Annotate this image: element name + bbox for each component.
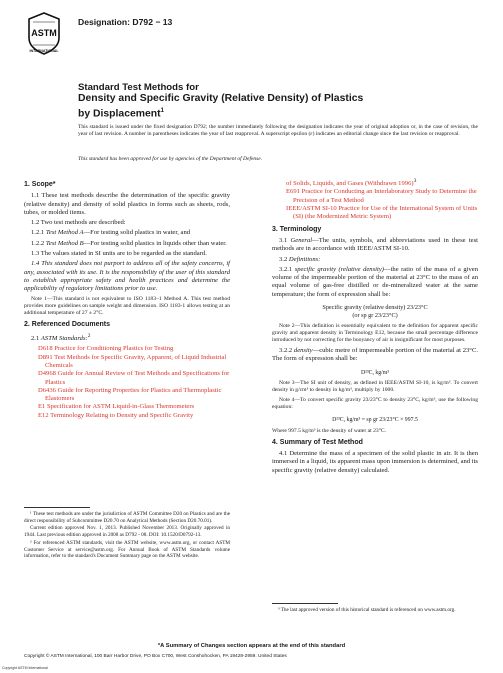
equation-conversion: D²³C, kg/m³ = sp gr 23/23°C × 997.5 — [332, 417, 418, 424]
reference-item[interactable] — [31, 345, 230, 353]
reference-code-link[interactable]: E691 — [286, 188, 300, 196]
reference-title: Guide for Annual Review of Test Methods and Specifications for Plastics — [45, 370, 230, 386]
reference-title: Test Methods for Specific Gravity, Apparent, of Liquid Industrial Chemicals — [45, 353, 227, 369]
footnote-3: ³ The last approved version of this historical standard is referenced on www.astm.org. — [278, 607, 456, 613]
equation-where: Where 997.5 kg/m³ is the density of water at 23°C. — [272, 427, 387, 434]
para-3-2-2: 3.2.2 density—cubic metre of impermeable portion of the material at 23°C. The form of expression shall be: — [272, 347, 478, 363]
section-referenced-heading: 2. Referenced Documents — [24, 320, 110, 328]
equation-specific-gravity: Specific gravity (relative density) 23/23°C (or sp gr 23/23°C) — [322, 304, 428, 320]
reference-item[interactable] — [31, 403, 230, 411]
section-summary-heading: 4. Summary of Test Method — [272, 438, 363, 446]
section-terminology-heading: 3. Terminology — [272, 225, 322, 233]
para-3-2: 3.2 Definitions: — [279, 255, 321, 263]
para-4-1: 4.1 Determine the mass of a specimen of the solid plastic in air. It is then immersed in a liquid, its apparent mass upon immersion is determined, and its specific gravity (relative density) calculated. — [272, 449, 478, 474]
reference-code-link[interactable]: D6436 — [38, 386, 56, 394]
astm-logo — [27, 12, 61, 55]
reference-title: Terminology Relating to Density and Specific Gravity — [48, 411, 194, 419]
note-4: Note 4—To convert specific gravity 23/23°C to density 23°C, kg/m³, use the following equation: — [272, 397, 478, 411]
footnote-1b: Current edition approved Nov. 1, 2013. Published November 2013. Originally approved in 1944. Last previous edition approved in 2008 as D792 - 08. DOI: 10.1520/D0792-13. — [24, 525, 230, 539]
reference-title: Practice for Conditioning Plastics for Testing — [52, 345, 174, 353]
footnotes-left — [24, 511, 230, 561]
reference-list — [24, 345, 230, 420]
section-scope-heading: 1. Scope* — [24, 181, 56, 188]
note-3: Note 3—The SI unit of density, as defined in IEEE/ASTM SI-10, is kg/m³. To convert density in g/cm³ to density in kg/m³, multiply by 1000. — [272, 380, 478, 394]
reference-title: Practice for Use of the International System of Units (SI) (the Modernized Metric System) — [293, 205, 478, 221]
intro-paragraph: This standard is issued under the fixed designation D792; the number immediately following the designation indicates the year of original adoption or, in the case of revision, the year of last revision. A number in parentheses indicates the year of last reapproval. A superscript epsilon (ε) indicates an editorial change since the last revision or reapproval. — [78, 124, 478, 138]
left-column — [24, 177, 230, 420]
reference-item[interactable] — [31, 387, 230, 404]
para-3-2-1: 3.2.1 specific gravity (relative density)—the ratio of the mass of a given volume of the impermeable portion of the material at 23°C to the mass of an equal volume of gas-free distilled or de-mineralized water at the same temperature; the form of expression shall be: — [272, 265, 478, 298]
svg-text:ASTM: ASTM — [31, 28, 57, 38]
reference-item[interactable] — [279, 188, 478, 205]
para-2-1: 2.1 ASTM Standards:$^2$ — [31, 332, 91, 343]
para-1-4: 1.4 This standard does not purport to address all of the safety concerns, if any, associated with its use. It is the responsibility of the user of this standard to establish appropriate safety and health practices and determine the applicability of regulatory limitations prior to use. — [24, 260, 230, 293]
title-line-3: by Displacement$^1$ — [78, 108, 164, 120]
title-line-2: Density and Specific Gravity (Relative Density) of Plastics — [78, 93, 364, 104]
reference-title: Guide for Reporting Properties for Plastics and Thermoplastic Elastomers — [45, 386, 222, 403]
para-1-2: 1.2 Two test methods are described: — [31, 219, 126, 227]
svg-text:INTERNATIONAL: INTERNATIONAL — [29, 49, 59, 53]
reference-code-link[interactable]: D618 — [38, 345, 53, 353]
designation: Designation: D792 − 13 — [78, 17, 173, 27]
title-block — [78, 82, 478, 120]
copyright-line: Copyright © ASTM International, 100 Barr Harbor Drive, PO Box C700, West Conshohocken, PA 19428-2959. United States — [24, 654, 287, 659]
copyright-small: Copyright ASTM International — [2, 666, 48, 670]
reference-code-link[interactable]: E12 — [38, 411, 49, 419]
para-1-2-1: 1.2.1 Test Method A—For testing solid plastics in water, and — [31, 229, 191, 237]
reference-item[interactable] — [31, 412, 230, 420]
right-column — [272, 177, 478, 477]
footnote-rule-right — [272, 603, 338, 604]
para-1-3: 1.3 The values stated in SI units are to be regarded as the standard. — [31, 250, 207, 258]
reference-code-link[interactable]: IEEE/ASTM SI-10 — [286, 205, 337, 213]
reference-code-link[interactable]: D891 — [38, 353, 53, 361]
title-line-1: Standard Test Methods for — [78, 82, 199, 93]
reference-item[interactable] — [31, 354, 230, 371]
reference-continuation: of Solids, Liquids, and Gases (Withdrawn 1996)$^3$ — [286, 178, 417, 188]
equation-density: D²³C, kg/m³ — [360, 369, 390, 376]
reference-code-link[interactable]: E1 — [38, 403, 46, 411]
reference-item[interactable] — [279, 205, 478, 222]
para-1-1: 1.1 These test methods describe the determination of the specific gravity (relative density) and density of solid plastics in forms such as sheets, rods, tubes, or molded items. — [24, 192, 230, 216]
reference-list-continued — [272, 188, 478, 221]
note-1: Note 1—This standard is not equivalent to ISO 1183–1 Method A. This test method provides more guidelines on sample weight and dimension. ISO 1183-1 allows testing at an additional temperature of 27 ± 2°C. — [24, 295, 230, 316]
footnote-2: ² For referenced ASTM standards, visit the ASTM website, www.astm.org, or contact ASTM Customer Service at service@astm.org. For Annual Book of ASTM Standards volume information, refer to the standard's Document Summary page on the ASTM website. — [24, 539, 230, 560]
reference-code-link[interactable]: D4968 — [38, 370, 56, 378]
footnote-rule-left — [24, 507, 90, 508]
reference-item[interactable] — [31, 370, 230, 387]
dod-approval: This standard has been approved for use by agencies of the Department of Defense. — [78, 156, 263, 162]
footnotes-right — [272, 607, 478, 615]
reference-title: Specification for ASTM Liquid-in-Glass Thermometers — [45, 403, 195, 411]
summary-of-changes-note: *A Summary of Changes section appears at the end of this standard — [157, 643, 346, 649]
footnote-1: ¹ These test methods are under the jurisdiction of ASTM Committee D20 on Plastics and are the direct responsibility of Subcommittee D20.70 on Analytical Methods (Section D20.70.01). — [24, 511, 230, 524]
note-2: Note 2—This definition is essentially equivalent to the definition for apparent specific gravity and apparent density in Terminology E12, because the small percentage difference introduced by not correcting for the buoyancy of air is insignificant for most purposes. — [272, 323, 478, 344]
para-3-1: 3.1 General—The units, symbols, and abbreviations used in these test methods are in accordance with IEEE/ASTM SI-10. — [272, 236, 478, 253]
para-1-2-2: 1.2.2 Test Method B—For testing solid plastics in liquids other than water. — [31, 239, 227, 247]
reference-title: Practice for Conducting an Interlaboratory Study to Determine the Precision of a Test Method — [293, 188, 477, 204]
